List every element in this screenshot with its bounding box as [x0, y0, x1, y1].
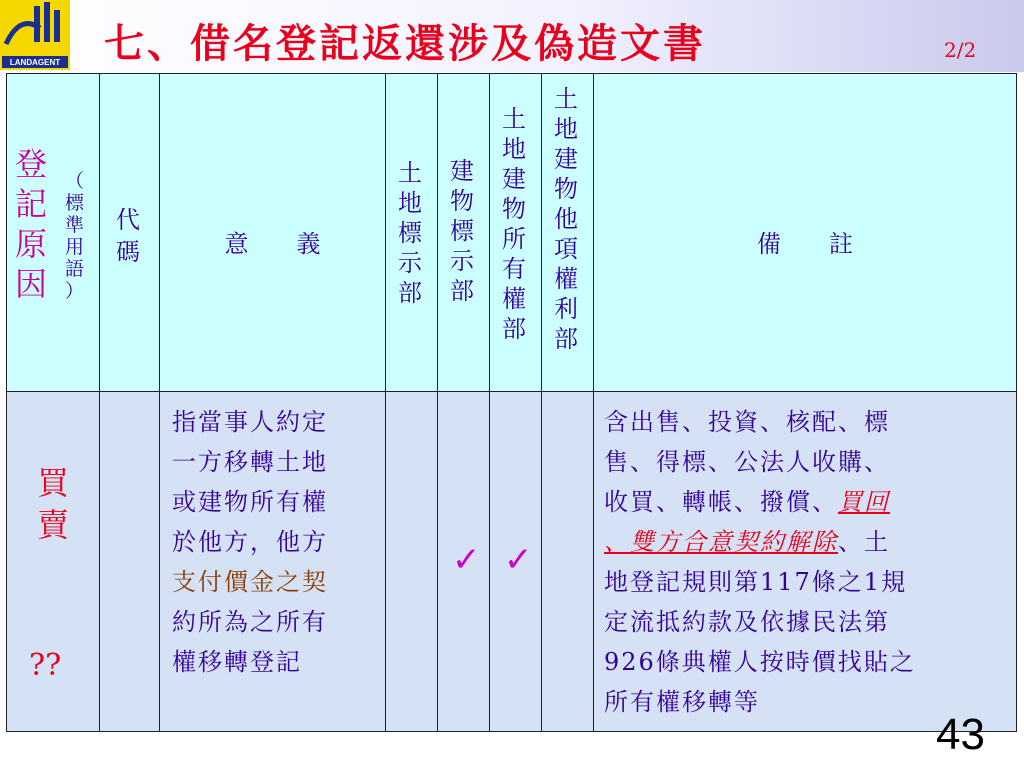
header-other-rights-label: 土 地 建 物 他 項 權 利 部	[554, 85, 578, 353]
remarks-line: 定流抵約款及依據民法第	[604, 608, 890, 636]
check-icon: ✓	[504, 540, 533, 580]
header-cell-building-label	[437, 73, 490, 392]
header-land-label: 土 地 標 示 部	[398, 159, 422, 307]
header-building-label: 建 物 標 示 部	[450, 157, 474, 305]
remarks-line: 地登記規則第117條之1規	[604, 568, 908, 596]
row-cell-code	[99, 391, 160, 732]
header-cell-code	[99, 73, 160, 392]
row-cell-land-label	[385, 391, 438, 732]
header-cell-ownership	[489, 73, 542, 392]
header-code-label: 代 碼	[116, 206, 140, 266]
remarks-highlight: 買回	[838, 488, 890, 516]
meaning-line: 權移轉登記	[172, 648, 302, 676]
header-reason-label: 登 記 原 因	[15, 145, 48, 303]
remarks-line	[604, 482, 916, 522]
remarks-line: 所有權移轉等	[604, 688, 760, 716]
remarks-line	[604, 522, 916, 562]
row-cell-ownership	[489, 391, 542, 732]
meaning-line: 或建物所有權	[172, 488, 328, 516]
meaning-line: 約所為之所有	[172, 608, 328, 636]
row-cell-building-label	[437, 391, 490, 732]
meaning-line: 指當事人約定	[172, 408, 328, 436]
header-ownership-label: 土 地 建 物 所 有 權 部	[502, 105, 526, 343]
row-remarks-text	[604, 402, 916, 722]
remarks-text: 收買、轉帳、撥償、	[604, 488, 838, 516]
check-icon: ✓	[452, 540, 481, 580]
row-reason-mark: ??	[29, 648, 62, 683]
row-cell-other-rights	[541, 391, 594, 732]
row-reason-label: 買 賣	[37, 464, 70, 544]
remarks-line: 售、得標、公法人收購、	[604, 448, 890, 476]
header-cell-remarks	[593, 73, 1017, 392]
header-cell-other-rights	[541, 73, 594, 392]
meaning-line: 支付價金之契	[172, 568, 328, 596]
landagent-logo	[0, 0, 70, 70]
page-title: 七、借名登記返還涉及偽造文書	[104, 20, 706, 67]
remarks-line: 含出售、投資、核配、標	[604, 408, 890, 436]
meaning-line: 於他方，他方	[172, 528, 328, 556]
svg-text:LANDAGENT: LANDAGENT	[9, 58, 61, 67]
meaning-line: 一方移轉土地	[172, 448, 328, 476]
remarks-line: 926條典權人按時價找貼之	[604, 648, 916, 676]
remarks-text: 、土	[838, 528, 890, 556]
slide-number: 43	[936, 710, 985, 759]
header-cell-reason	[6, 73, 100, 392]
row-cell-reason	[6, 391, 100, 732]
header-meaning-label: 意 義	[224, 230, 321, 258]
header-reason-note: （ 標 準 用 語 ）	[65, 170, 85, 302]
header-remarks-label: 備 註	[757, 230, 853, 258]
row-cell-meaning	[159, 391, 386, 732]
row-meaning-text	[172, 402, 328, 682]
remarks-highlight: 、雙方合意契約解除	[604, 528, 838, 556]
page-fraction: 2/2	[944, 38, 977, 62]
header-cell-meaning	[159, 73, 386, 392]
row-cell-remarks	[593, 391, 1017, 732]
header-cell-land-label	[385, 73, 438, 392]
